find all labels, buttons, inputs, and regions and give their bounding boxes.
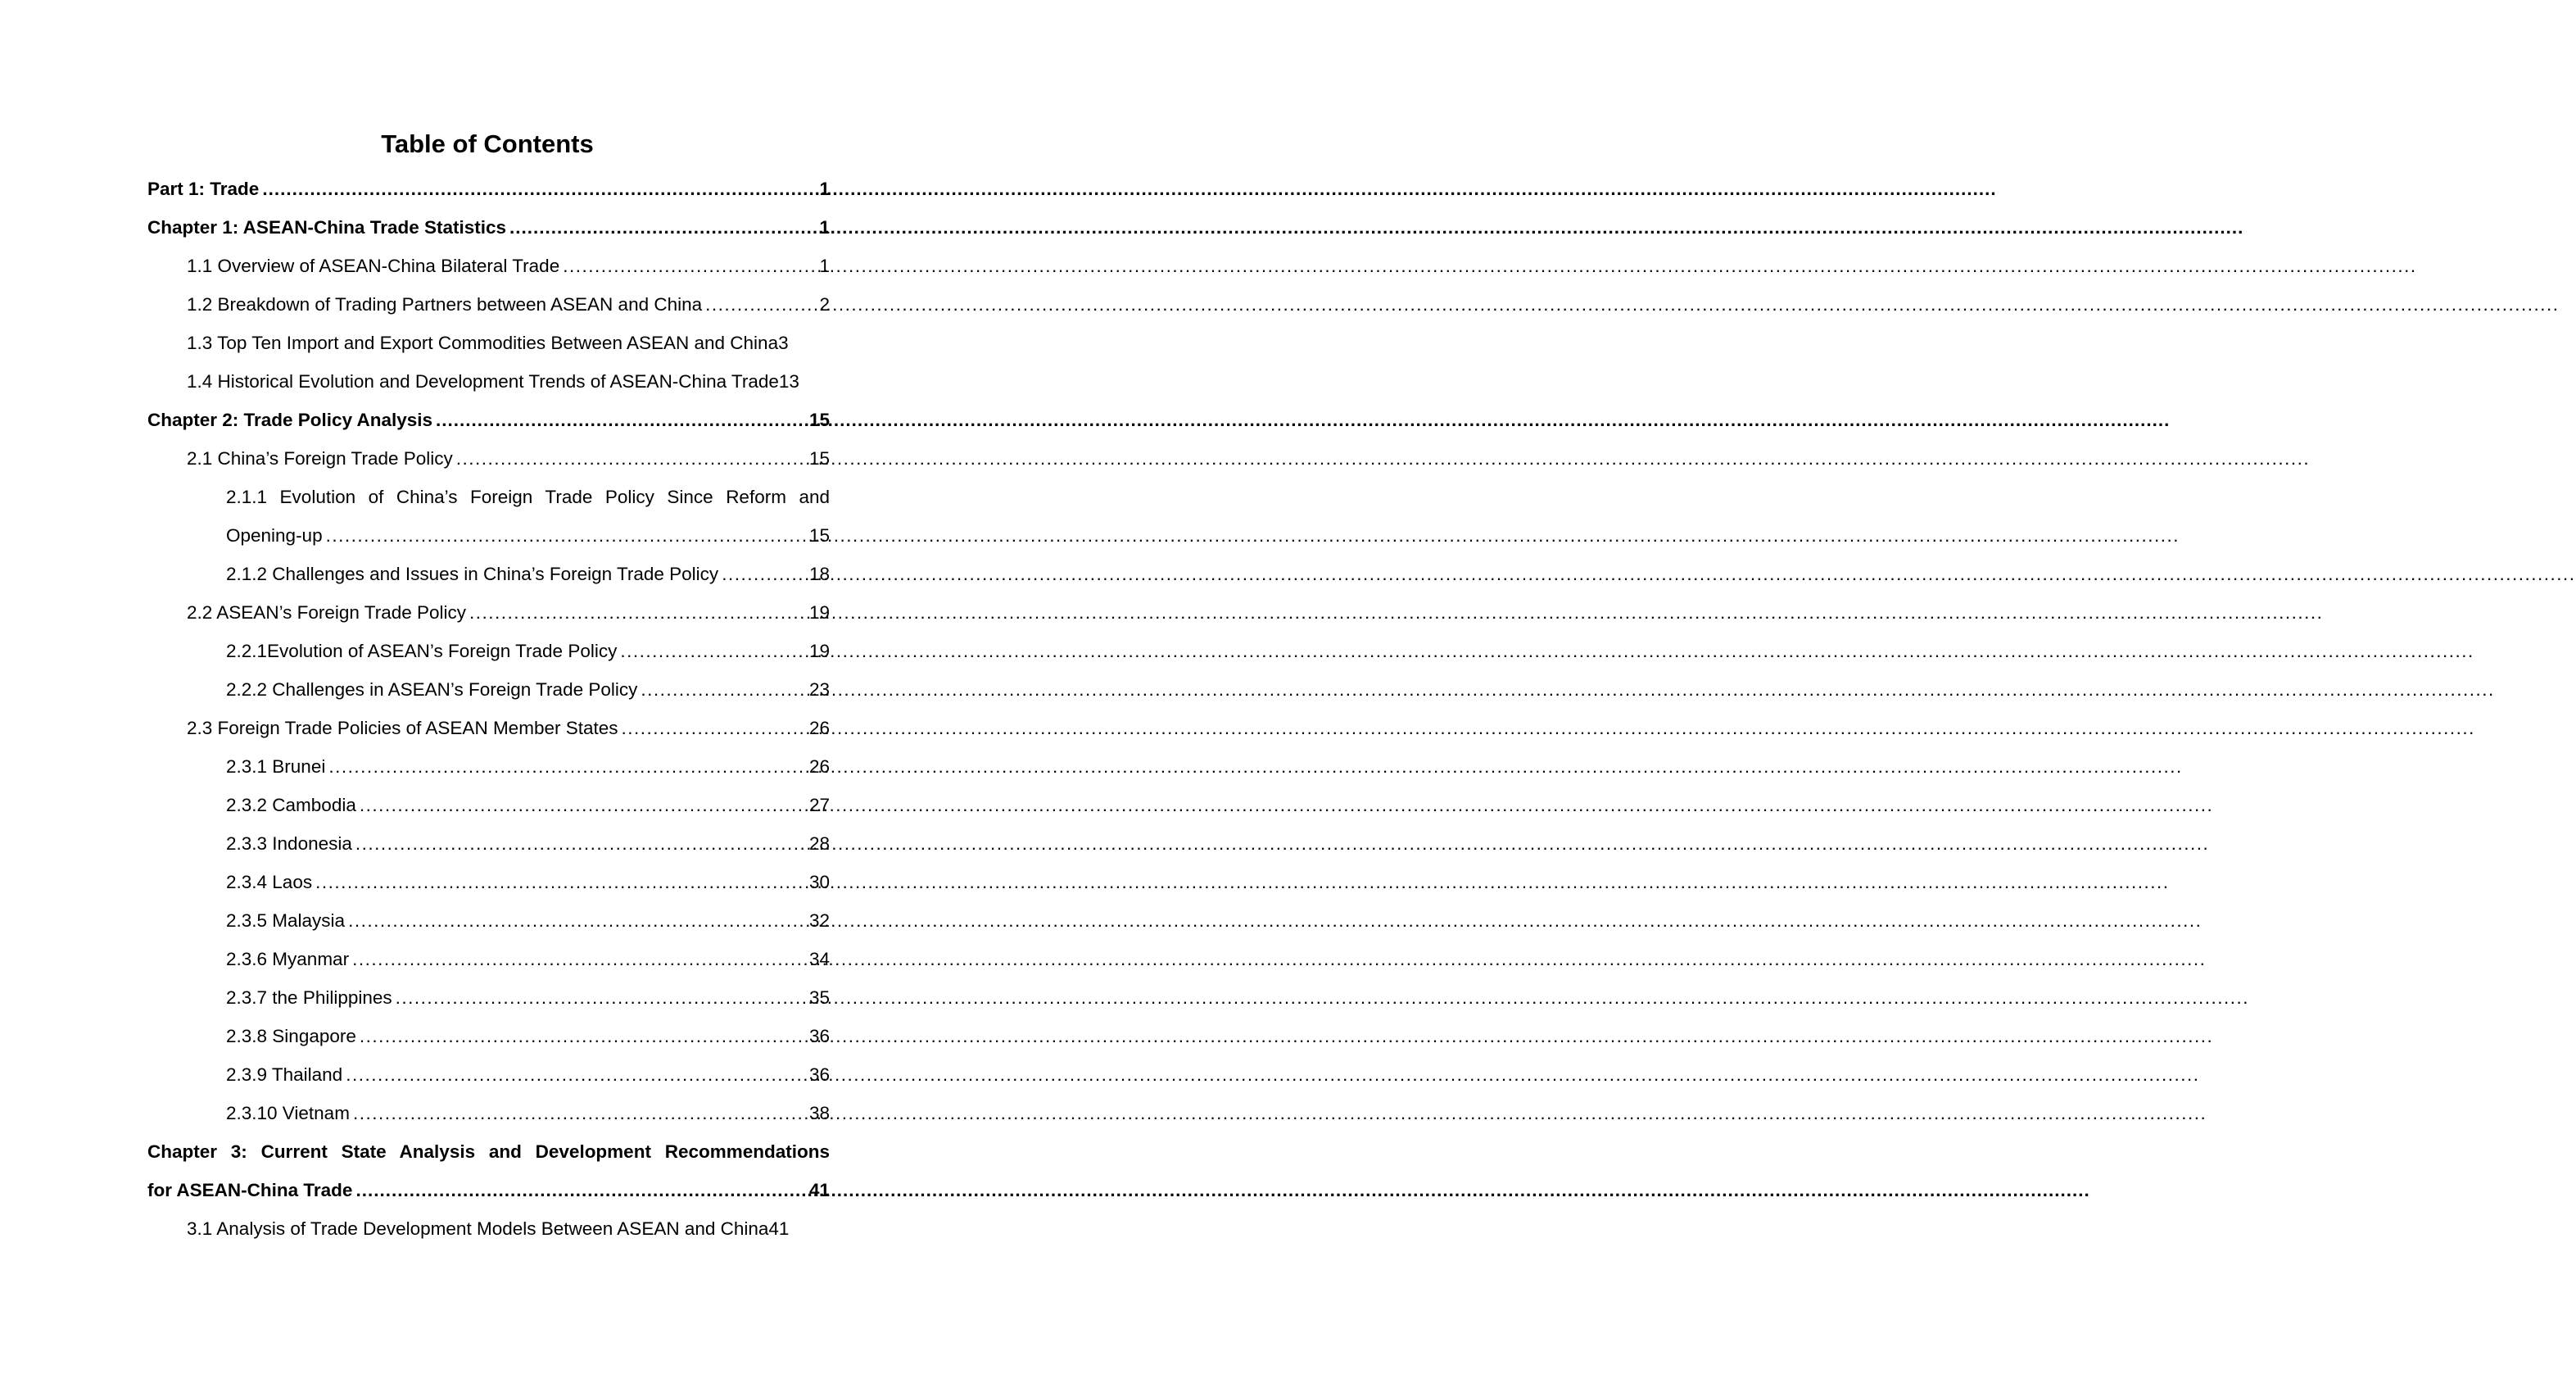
toc-entry-chapter-2[interactable] [147, 401, 830, 439]
toc-entry-text: 2.2.1Evolution of ASEAN’s Foreign Trade Policy [226, 641, 618, 661]
toc-entry-2-3[interactable] [147, 709, 830, 747]
toc-entry-page: 36 [808, 1026, 830, 1046]
dot-leader [355, 1171, 806, 1209]
toc-entry-2-1[interactable] [147, 439, 830, 478]
toc-entry-2-2-1[interactable] [147, 632, 830, 670]
toc-entry-2-3-4[interactable] [147, 863, 830, 901]
toc-entry-text: 2.2.2 Challenges in ASEAN’s Foreign Trade Policy [226, 679, 638, 700]
dot-leader [355, 824, 806, 863]
dot-leader [620, 632, 806, 670]
dot-leader [722, 555, 806, 593]
dot-leader [509, 208, 816, 247]
toc-entry-text: 2.3.9 Thailand [226, 1064, 343, 1085]
toc-entry-text: Part 1: Trade [147, 179, 260, 199]
toc-entry-page: 27 [808, 795, 830, 815]
toc-entry-page: 36 [808, 1064, 830, 1085]
toc-entry-page: 19 [808, 641, 830, 661]
toc-entry-text: 2.1 China’s Foreign Trade Policy [187, 448, 453, 469]
toc-entry-chapter-1[interactable] [147, 208, 830, 247]
toc-entry-page: 28 [808, 833, 830, 854]
toc-entry-2-1-1-cont[interactable] [147, 516, 830, 555]
dot-leader [348, 901, 806, 940]
toc-entry-page: 30 [808, 872, 830, 892]
toc-entry-page: 35 [808, 987, 830, 1008]
dot-leader [456, 439, 806, 478]
toc-entry-2-1-2[interactable] [147, 555, 830, 593]
dot-leader [360, 1017, 806, 1055]
dot-leader [641, 670, 806, 709]
toc-entry-text: 2.3.6 Myanmar [226, 949, 350, 969]
toc-entry-2-3-3[interactable] [147, 824, 830, 863]
dot-leader [469, 593, 806, 632]
toc-entry-page: 19 [808, 602, 830, 623]
toc-entry-2-3-9[interactable] [147, 1055, 830, 1094]
dot-leader [563, 247, 816, 285]
toc-entry-text: 1.4 Historical Evolution and Development Trends of ASEAN-China Trade [187, 371, 779, 392]
toc-entry-page: 41 [808, 1180, 830, 1200]
toc-entry-1-2[interactable] [147, 285, 830, 324]
toc-entry-text: Chapter 3: Current State Analysis and Development Recommendations [147, 1141, 830, 1162]
toc-entry-2-3-7[interactable] [147, 978, 830, 1017]
toc-entry-page: 32 [808, 910, 830, 931]
toc-entry-text: 2.3.5 Malaysia [226, 910, 346, 931]
toc-entry-page: 15 [808, 410, 830, 430]
toc-entry-page: 3 [778, 333, 789, 353]
toc-entry-text: Chapter 1: ASEAN-China Trade Statistics [147, 217, 507, 238]
toc-entry-2-2[interactable] [147, 593, 830, 632]
toc-entry-2-3-10[interactable] [147, 1094, 830, 1132]
toc-entry-page: 1 [819, 217, 830, 238]
toc-entry-page: 13 [778, 371, 799, 392]
toc-entry-text: 2.3.3 Indonesia [226, 833, 352, 854]
toc-entry-text: 2.3.4 Laos [226, 872, 313, 892]
toc-entry-2-3-1[interactable] [147, 747, 830, 786]
toc-title: Table of Contents [381, 129, 594, 158]
toc-entry-text: 2.3.8 Singapore [226, 1026, 356, 1046]
toc-entry-page: 1 [819, 256, 830, 276]
document-page [0, 0, 975, 1379]
toc-entry-2-3-5[interactable] [147, 901, 830, 940]
toc-entry-page: 1 [819, 179, 830, 199]
toc-entry-text: 2.3.2 Cambodia [226, 795, 356, 815]
dot-leader [352, 940, 806, 978]
toc-entry-page: 26 [808, 718, 830, 738]
toc-entry-text: 1.3 Top Ten Import and Export Commodities Between ASEAN and China [187, 333, 779, 353]
dot-leader [705, 285, 816, 324]
toc-entry-text: for ASEAN-China Trade [147, 1180, 353, 1200]
dot-leader [436, 401, 806, 439]
dot-leader [346, 1055, 806, 1094]
toc-entry-page: 18 [808, 564, 830, 584]
toc-entry-text: 2.3.10 Vietnam [226, 1103, 350, 1123]
toc-entry-2-3-2[interactable] [147, 786, 830, 824]
toc-entry-1-1[interactable] [147, 247, 830, 285]
toc-entry-page: 15 [808, 525, 830, 546]
toc-entry-2-3-6[interactable] [147, 940, 830, 978]
toc-entry-2-1-1[interactable] [147, 478, 830, 516]
dot-leader [326, 516, 806, 555]
dot-leader [396, 978, 806, 1017]
dot-leader [622, 709, 806, 747]
toc-entry-1-4[interactable] [147, 362, 899, 401]
toc-entry-text: 2.1.1 Evolution of China’s Foreign Trade Policy Since Reform and [226, 487, 830, 507]
dot-leader [328, 747, 806, 786]
toc-entry-page: 26 [808, 756, 830, 777]
toc-entry-page: 41 [768, 1218, 790, 1239]
toc-entry-2-3-8[interactable] [147, 1017, 830, 1055]
toc-entry-page: 34 [808, 949, 830, 969]
toc-entry-chapter-3[interactable] [147, 1132, 830, 1171]
toc-entry-2-2-2[interactable] [147, 670, 830, 709]
toc-list [147, 170, 830, 1248]
toc-entry-part-1[interactable] [147, 170, 830, 208]
dot-leader [262, 170, 816, 208]
toc-entry-text: 2.3.1 Brunei [226, 756, 326, 777]
toc-entry-text: 2.2 ASEAN’s Foreign Trade Policy [187, 602, 467, 623]
dot-leader [315, 863, 806, 901]
toc-entry-page: 23 [808, 679, 830, 700]
toc-entry-text: 2.3.7 the Philippines [226, 987, 392, 1008]
toc-entry-text: 1.2 Breakdown of Trading Partners between ASEAN and China [187, 294, 703, 315]
toc-entry-text: Opening-up [226, 525, 323, 546]
toc-entry-text: 2.3 Foreign Trade Policies of ASEAN Member States [187, 718, 618, 738]
toc-entry-1-3[interactable] [147, 324, 830, 362]
toc-entry-3-1[interactable] [147, 1209, 830, 1248]
toc-entry-page: 38 [808, 1103, 830, 1123]
toc-entry-page: 2 [819, 294, 830, 315]
toc-entry-page: 15 [808, 448, 830, 469]
toc-entry-chapter-3-cont[interactable] [147, 1171, 830, 1209]
dot-leader [353, 1094, 806, 1132]
dot-leader [360, 786, 806, 824]
toc-entry-text: 3.1 Analysis of Trade Development Models Between ASEAN and China [187, 1218, 769, 1239]
toc-entry-text: 1.1 Overview of ASEAN-China Bilateral Trade [187, 256, 560, 276]
toc-entry-text: Chapter 2: Trade Policy Analysis [147, 410, 433, 430]
toc-entry-text: 2.1.2 Challenges and Issues in China’s Foreign Trade Policy [226, 564, 719, 584]
